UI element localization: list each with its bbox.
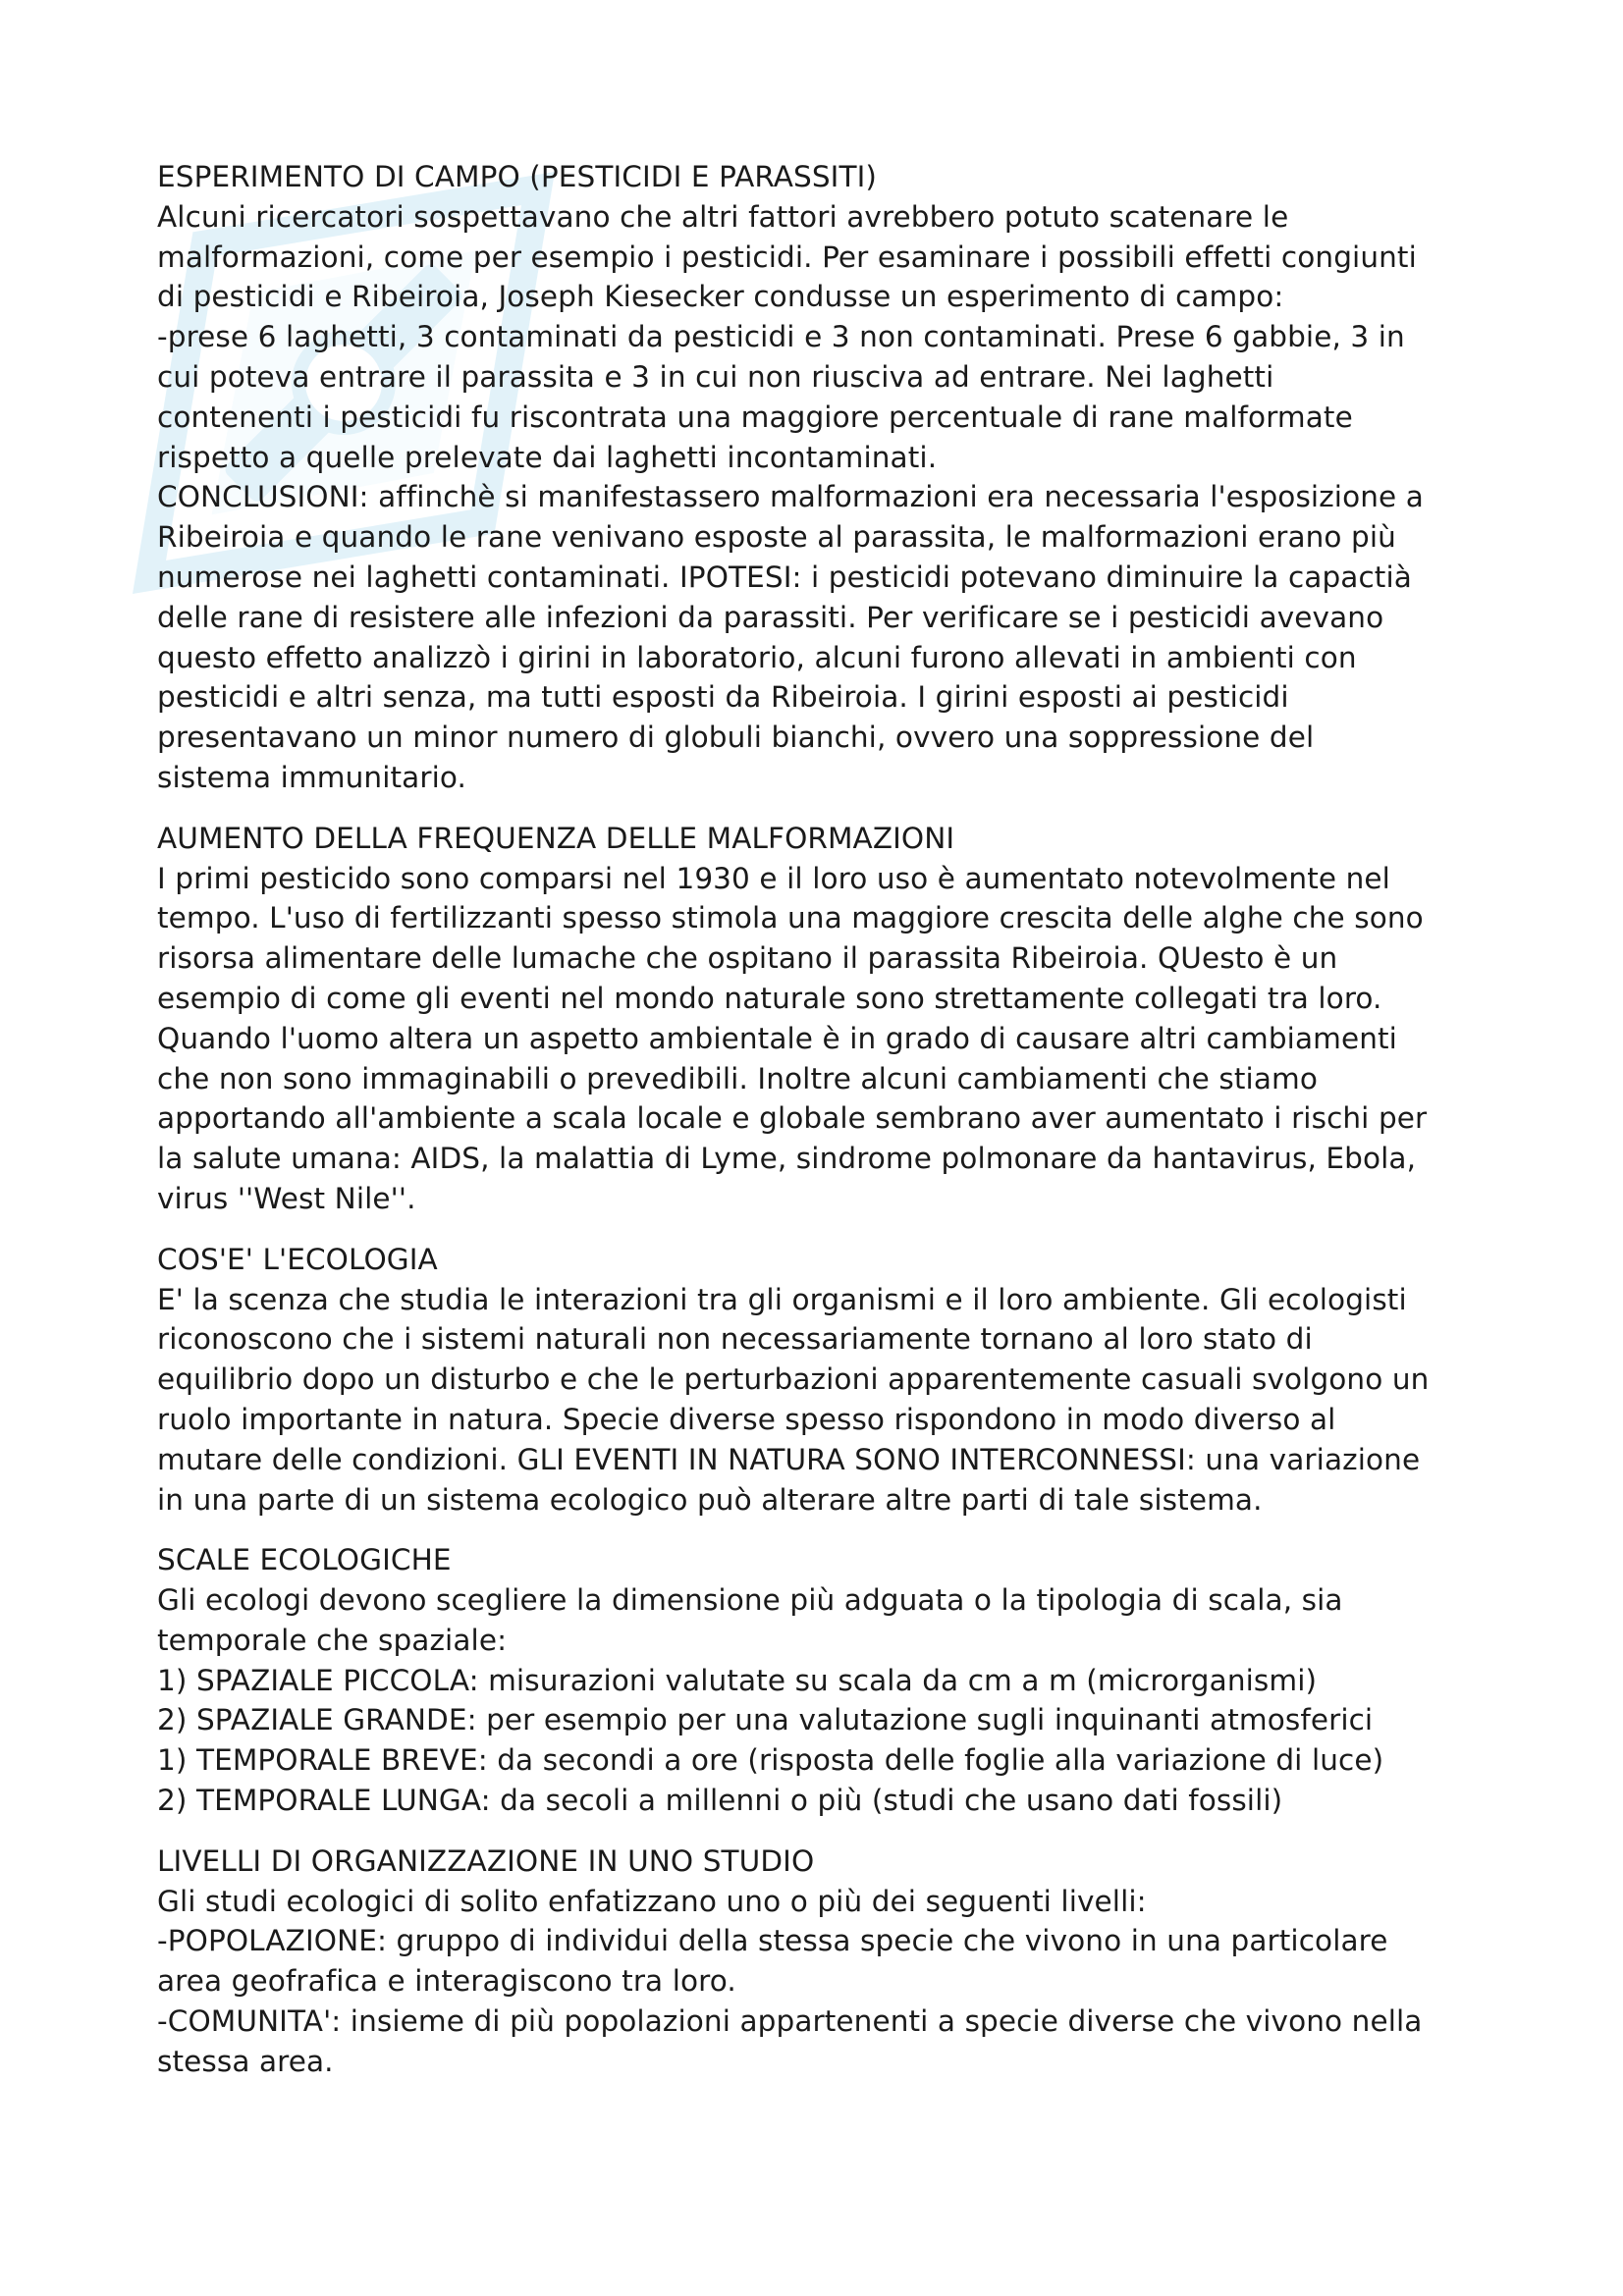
section-livelli-di-organizzazione	[157, 1842, 1492, 2082]
section-scale-ecologiche	[157, 1540, 1492, 1821]
text-line: CONCLUSIONI: affinchè si manifestassero malformazioni era necessaria l'esposizione a	[157, 480, 1424, 514]
text-line: 2) TEMPORALE LUNGA: da secoli a millenni o più (studi che usano dati fossili)	[157, 1784, 1283, 1818]
text-line: la salute umana: AIDS, la malattia di Lyme, sindrome polmonare da hantavirus, Ebola,	[157, 1142, 1417, 1176]
text-line: di pesticidi e Ribeiroia, Joseph Kiesecker condusse un esperimento di campo:	[157, 280, 1284, 314]
text-line: pesticidi e altri senza, ma tutti esposti da Ribeiroia. I girini esposti ai pesticidi	[157, 680, 1289, 715]
text-line: in una parte di un sistema ecologico può alterare altre parti di tale sistema.	[157, 1482, 1263, 1517]
text-line: temporale che spaziale:	[157, 1623, 508, 1657]
text-line: che non sono immaginabili o prevedibili. Inoltre alcuni cambiamenti che stiamo	[157, 1061, 1318, 1095]
section-cos-e-l-ecologia	[157, 1240, 1492, 1521]
text-line: presentavano un minor numero di globuli bianchi, ovvero una soppressione del	[157, 721, 1315, 755]
section-heading: AUMENTO DELLA FREQUENZA DELLE MALFORMAZIONI	[157, 821, 955, 855]
text-line: Ribeiroia e quando le rane venivano esposte al parassita, le malformazioni erano più	[157, 520, 1396, 555]
text-line: virus ''West Nile''.	[157, 1181, 416, 1215]
text-line: Alcuni ricercatori sospettavano che altri fattori avrebbero potuto scatenare le	[157, 199, 1289, 234]
text-line: 2) SPAZIALE GRANDE: per esempio per una valutazione sugli inquinanti atmosferici	[157, 1703, 1374, 1737]
text-line: 1) SPAZIALE PICCOLA: misurazioni valutate su scala da cm a m (microrganismi)	[157, 1663, 1318, 1697]
text-line: questo effetto analizzò i girini in laboratorio, alcuni furono allevati in ambienti con	[157, 640, 1357, 674]
text-line: contenenti i pesticidi fu riscontrata una maggiore percentuale di rane malformate	[157, 400, 1353, 434]
text-line: malformazioni, come per esempio i pesticidi. Per esaminare i possibili effetti congiunti	[157, 240, 1417, 274]
text-line: ruolo importante in natura. Specie diverse spesso rispondono in modo diverso al	[157, 1402, 1336, 1436]
section-aumento-frequenza	[157, 819, 1492, 1219]
section-heading: SCALE ECOLOGICHE	[157, 1543, 452, 1577]
text-line: area geofrafica e interagiscono tra loro.	[157, 1964, 736, 1999]
text-line: equilibrio dopo un disturbo e che le perturbazioni apparentemente casuali svolgono un	[157, 1362, 1430, 1397]
text-line: stessa area.	[157, 2044, 334, 2078]
section-heading: COS'E' L'ECOLOGIA	[157, 1242, 438, 1276]
text-line: delle rane di resistere alle infezioni da parassiti. Per verificare se i pesticidi avevano	[157, 600, 1384, 634]
text-line: tempo. L'uso di fertilizzanti spesso stimola una maggiore crescita delle alghe che sono	[157, 901, 1424, 935]
text-line: 1) TEMPORALE BREVE: da secondi a ore (risposta delle foglie alla variazione di luce)	[157, 1743, 1384, 1778]
text-line: riconoscono che i sistemi naturali non necessariamente tornano al loro stato di	[157, 1322, 1313, 1357]
text-line: -prese 6 laghetti, 3 contaminati da pesticidi e 3 non contaminati. Prese 6 gabbie, 3 in	[157, 320, 1405, 354]
text-line: cui poteva entrare il parassita e 3 in cui non riusciva ad entrare. Nei laghetti	[157, 359, 1274, 394]
document-body	[157, 157, 1492, 2103]
text-line: Quando l'uomo altera un aspetto ambientale è in grado di causare altri cambiamenti	[157, 1021, 1397, 1055]
text-line: E' la scenza che studia le interazioni tra gli organismi e il loro ambiente. Gli ecologisti	[157, 1282, 1407, 1316]
section-esperimento-di-campo	[157, 157, 1492, 798]
text-line: sistema immunitario.	[157, 760, 466, 794]
text-line: -COMUNITA': insieme di più popolazioni appartenenti a specie diverse che vivono nella	[157, 2004, 1423, 2039]
text-line: apportando all'ambiente a scala locale e globale sembrano aver aumentato i rischi per	[157, 1101, 1428, 1136]
text-line: Gli studi ecologici di solito enfatizzano uno o più dei seguenti livelli:	[157, 1884, 1147, 1918]
text-line: numerose nei laghetti contaminati. IPOTESI: i pesticidi potevano diminuire la capactià	[157, 560, 1412, 594]
text-line: -POPOLAZIONE: gruppo di individui della stessa specie che vivono in una particolare	[157, 1924, 1388, 1958]
section-heading: LIVELLI DI ORGANIZZAZIONE IN UNO STUDIO	[157, 1843, 815, 1878]
section-heading: ESPERIMENTO DI CAMPO (PESTICIDI E PARASSITI)	[157, 160, 878, 193]
text-line: mutare delle condizioni. GLI EVENTI IN NATURA SONO INTERCONNESSI: una variazione	[157, 1442, 1421, 1476]
text-line: rispetto a quelle prelevate dai laghetti incontaminati.	[157, 440, 938, 474]
text-line: I primi pesticido sono comparsi nel 1930 e il loro uso è aumentato notevolmente nel	[157, 861, 1390, 895]
text-line: Gli ecologi devono scegliere la dimensione più adguata o la tipologia di scala, sia	[157, 1583, 1343, 1618]
text-line: esempio di come gli eventi nel mondo naturale sono strettamente collegati tra loro.	[157, 981, 1382, 1015]
text-line: risorsa alimentare delle lumache che ospitano il parassita Ribeiroia. QUesto è un	[157, 941, 1338, 976]
